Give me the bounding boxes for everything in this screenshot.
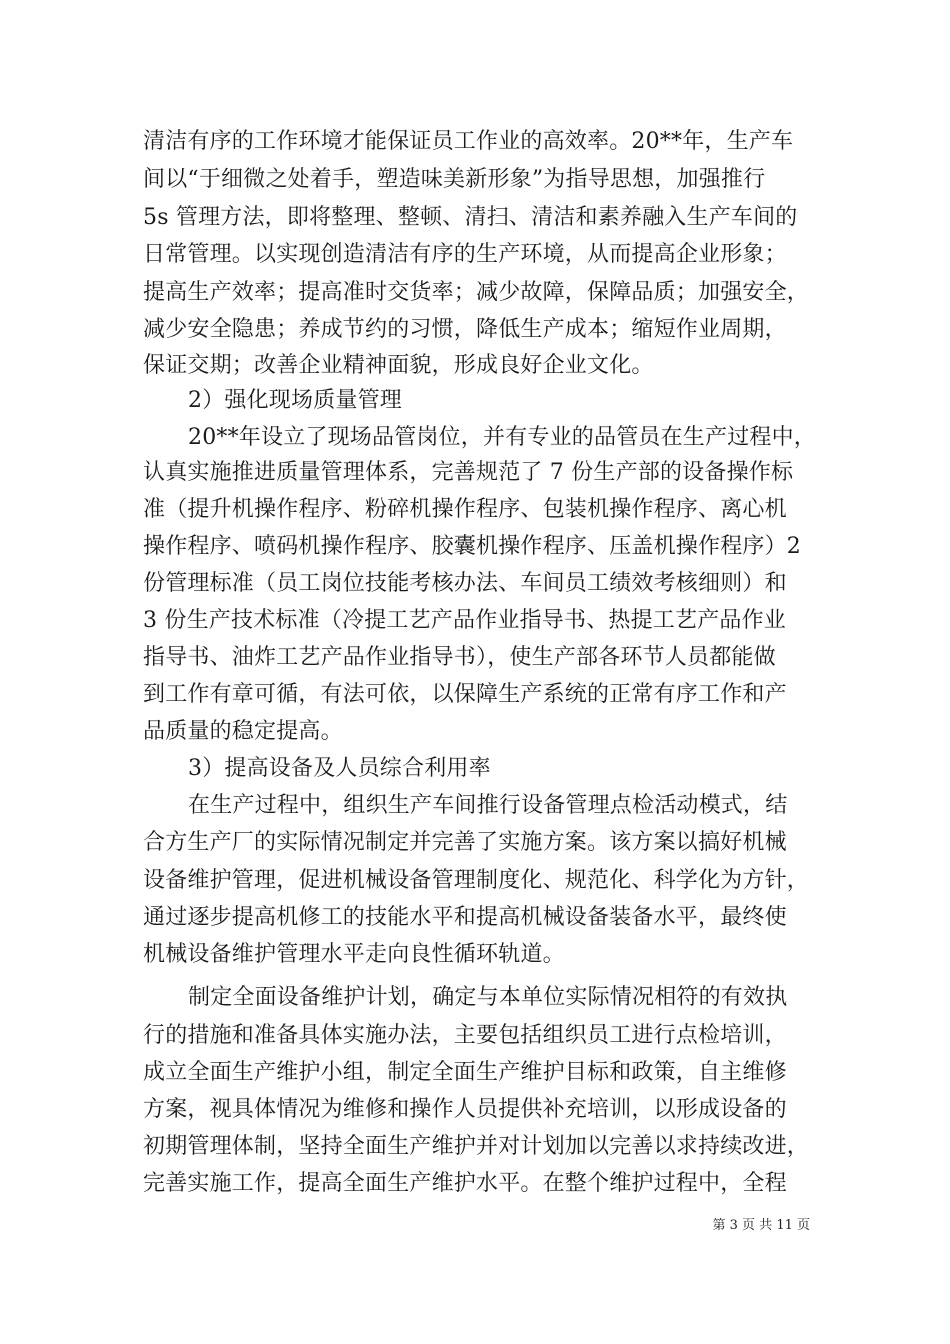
- body-line: 完善实施工作，提高全面生产维护水平。在整个维护过程中，全程: [143, 1171, 787, 1196]
- body-line: 初期管理体制，坚持全面生产维护并对计划加以完善以求持续改进，: [143, 1134, 810, 1159]
- body-line: 品质量的稳定提高。: [143, 719, 343, 744]
- body-line: 指导书、油炸工艺产品作业指导书），使生产部各环节人员都能做: [143, 645, 776, 670]
- body-line: 日常管理。以实现创造清洁有序的生产环境，从而提高企业形象；: [143, 242, 787, 267]
- section-heading: 3）提高设备及人员综合利用率: [188, 756, 491, 781]
- body-line: 成立全面生产维护小组，制定全面生产维护目标和政策，自主维修: [143, 1060, 787, 1085]
- body-line: 方案，视具体情况为维修和操作人员提供补充培训，以形成设备的: [143, 1097, 787, 1122]
- section-heading: 2）强化现场质量管理: [188, 388, 402, 413]
- body-line: 制定全面设备维护计划，确定与本单位实际情况相符的有效执: [188, 985, 788, 1010]
- page-number-footer: 第 3 页 共 11 页: [712, 1218, 810, 1233]
- body-line: 设备维护管理，促进机械设备管理制度化、规范化、科学化为方针，: [143, 868, 810, 893]
- body-line: 提高生产效率；提高准时交货率；减少故障，保障品质；加强安全，: [143, 280, 810, 305]
- body-line: 在生产过程中，组织生产车间推行设备管理点检活动模式，结: [188, 793, 788, 818]
- body-line: 到工作有章可循，有法可依，以保障生产系统的正常有序工作和产: [143, 682, 787, 707]
- body-line: 5s 管理方法，即将整理、整顿、清扫、清洁和素养融入生产车间的: [143, 205, 798, 230]
- body-line: 通过逐步提高机修工的技能水平和提高机械设备装备水平，最终使: [143, 905, 787, 930]
- body-line: 行的措施和准备具体实施办法，主要包括组织员工进行点检培训，: [143, 1023, 787, 1048]
- body-line: 间以“于细微之处着手，塑造味美新形象”为指导思想，加强推行: [143, 167, 766, 192]
- body-line: 合方生产厂的实际情况制定并完善了实施方案。该方案以搞好机械: [143, 830, 787, 855]
- body-line: 准（提升机操作程序、粉碎机操作程序、包装机操作程序、离心机: [143, 497, 787, 522]
- body-line: 减少安全隐患；养成节约的习惯，降低生产成本；缩短作业周期，: [143, 317, 787, 342]
- body-line: 3 份生产技术标准（冷提工艺产品作业指导书、热提工艺产品作业: [143, 608, 786, 633]
- body-line: 清洁有序的工作环境才能保证员工作业的高效率。20**年，生产车: [143, 129, 794, 154]
- body-line: 保证交期；改善企业精神面貌，形成良好企业文化。: [143, 353, 654, 378]
- body-line: 认真实施推进质量管理体系，完善规范了 7 份生产部的设备操作标: [143, 460, 794, 485]
- body-line: 份管理标准（员工岗位技能考核办法、车间员工绩效考核细则）和: [143, 571, 787, 596]
- body-line: 机械设备维护管理水平走向良性循环轨道。: [143, 942, 565, 967]
- body-line: 操作程序、喷码机操作程序、胶囊机操作程序、压盖机操作程序）2: [143, 534, 801, 559]
- body-line: 20**年设立了现场品管岗位，并有专业的品管员在生产过程中，: [188, 425, 816, 450]
